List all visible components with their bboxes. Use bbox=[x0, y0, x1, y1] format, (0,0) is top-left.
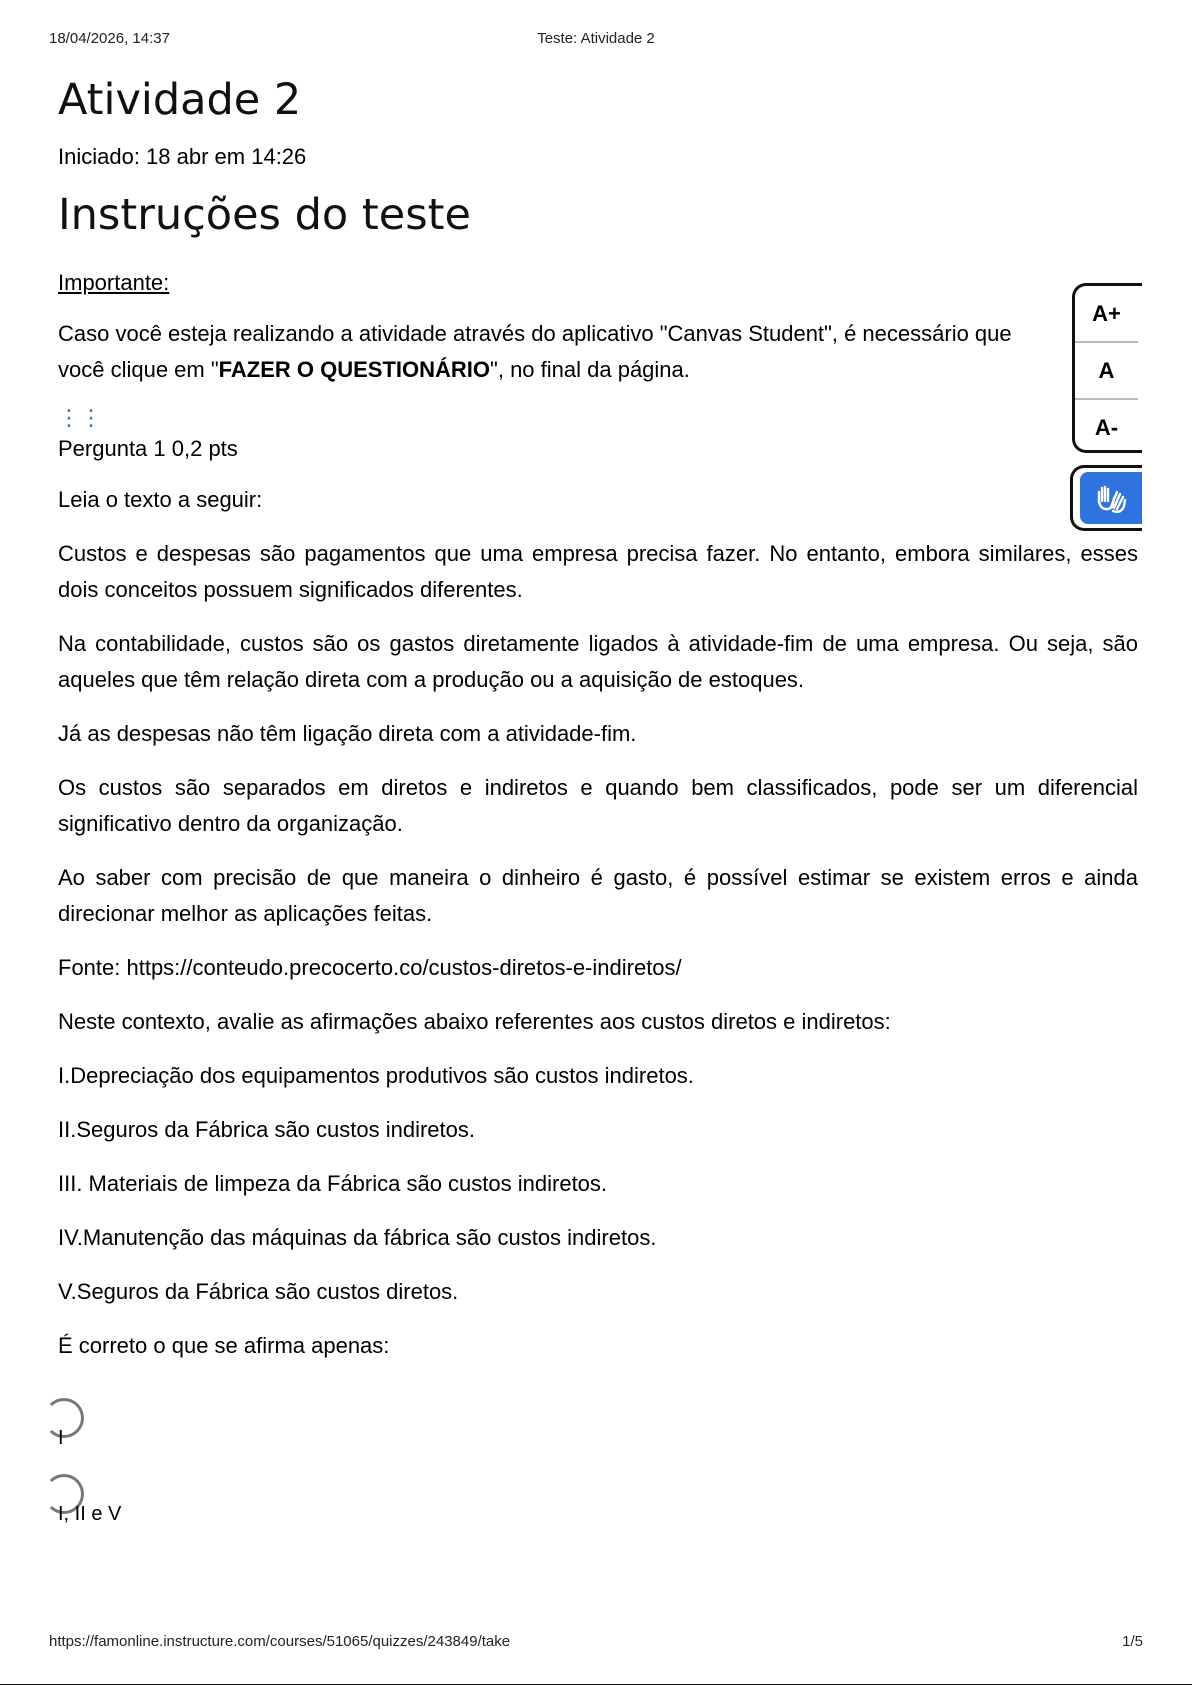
statement-item: I.Depreciação dos equipamentos produtivos são custos indiretos. bbox=[58, 1063, 694, 1088]
statement-item: V.Seguros da Fábrica são custos diretos. bbox=[58, 1279, 459, 1304]
answer-label: I, II e V bbox=[58, 1503, 122, 1525]
font-size-widget bbox=[1072, 283, 1142, 453]
question-paragraph: Na contabilidade, custos são os gastos diretamente ligados à atividade-fim de uma empresa. Ou seja, são aqueles que têm relação direta com a produção ou a aquisição de estoques. bbox=[58, 631, 1138, 692]
sign-language-hands-icon bbox=[1091, 478, 1131, 518]
instructions-bold-action: FAZER O QUESTIONÁRIO bbox=[218, 357, 491, 382]
answer-label: I bbox=[58, 1427, 64, 1449]
question-paragraph: Os custos são separados em diretos e indiretos e quando bem classificados, pode ser um diferencial significativo dentro da organização. bbox=[58, 775, 1138, 836]
question-paragraph: Ao saber com precisão de que maneira o dinheiro é gasto, é possível estimar se existem erros e ainda direcionar melhor as aplicações feitas. bbox=[58, 865, 1138, 926]
instructions-title: Instruções do teste bbox=[58, 190, 471, 240]
important-label: Importante: bbox=[58, 270, 170, 295]
question-paragraph: Já as despesas não têm ligação direta com a atividade-fim. bbox=[58, 721, 637, 746]
vlibras-button[interactable] bbox=[1080, 472, 1142, 524]
font-normal-button[interactable]: A bbox=[1075, 343, 1138, 400]
print-header bbox=[49, 30, 1143, 50]
font-decrease-button[interactable]: A- bbox=[1094, 414, 1119, 440]
question-paragraph: Neste contexto, avalie as afirmações abaixo referentes aos custos diretos e indiretos: bbox=[58, 1009, 891, 1034]
statement-item: II.Seguros da Fábrica são custos indiretos. bbox=[58, 1117, 475, 1142]
print-doc-title: Teste: Atividade 2 bbox=[537, 30, 655, 47]
answer-option[interactable] bbox=[58, 1460, 1138, 1536]
question-header: Pergunta 1 0,2 pts bbox=[58, 436, 238, 461]
statement-item: IV.Manutenção das máquinas da fábrica são custos indiretos. bbox=[58, 1225, 657, 1250]
question-paragraph: Custos e despesas são pagamentos que uma empresa precisa fazer. No entanto, embora similares, esses dois conceitos possuem significados diferentes. bbox=[58, 541, 1138, 602]
instructions-text bbox=[58, 316, 1068, 388]
source-reference: Fonte: https://conteudo.precocerto.co/custos-diretos-e-indiretos/ bbox=[58, 955, 682, 980]
accessibility-widget bbox=[1070, 465, 1142, 531]
page-number: 1/5 bbox=[1122, 1633, 1143, 1650]
answer-radio[interactable] bbox=[44, 1398, 84, 1438]
started-timestamp: Iniciado: 18 abr em 14:26 bbox=[58, 144, 307, 169]
instructions-line-1: Caso você esteja realizando a atividade através do aplicativo "Canvas Student", é necessário que bbox=[58, 321, 1012, 346]
statement-item: III. Materiais de limpeza da Fábrica são custos indiretos. bbox=[58, 1171, 608, 1196]
quiz-title: Atividade 2 bbox=[58, 75, 302, 125]
instructions-line-2-b: ", no final da página. bbox=[490, 357, 690, 382]
drag-handle-icon[interactable]: ⋮⋮ bbox=[58, 405, 102, 430]
question-paragraph: Leia o texto a seguir: bbox=[58, 487, 263, 512]
question-prompt: É correto o que se afirma apenas: bbox=[58, 1333, 390, 1358]
instructions-line-2-a: você clique em " bbox=[58, 357, 219, 382]
font-increase-button[interactable]: A+ bbox=[1075, 286, 1138, 343]
answer-options bbox=[58, 1384, 1138, 1536]
print-footer bbox=[49, 1633, 1143, 1653]
answer-option[interactable] bbox=[58, 1384, 1138, 1460]
print-datetime: 18/04/2026, 14:37 bbox=[49, 30, 170, 47]
print-url: https://famonline.instructure.com/courses/51065/quizzes/243849/take bbox=[49, 1633, 511, 1650]
quiz-content bbox=[58, 68, 1138, 1536]
